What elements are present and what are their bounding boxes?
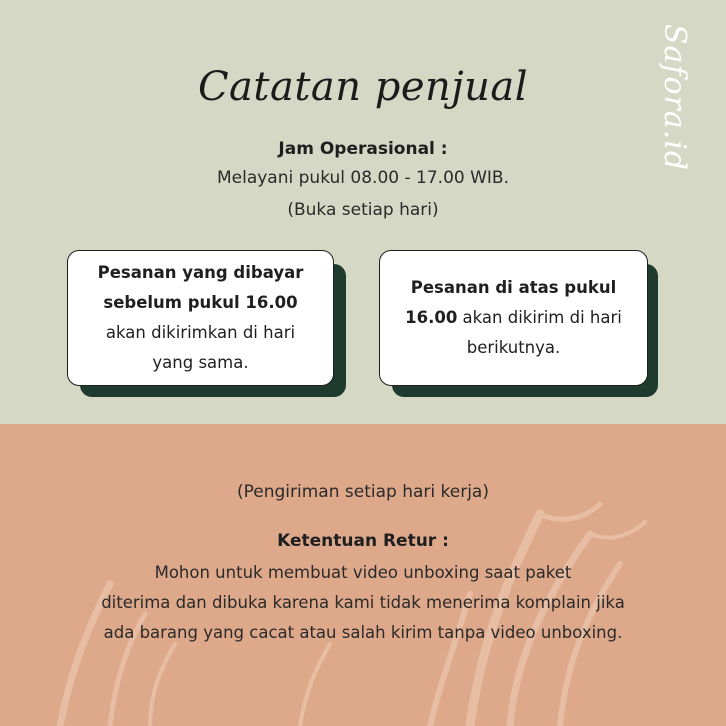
brand-name: Safora.id: [657, 23, 693, 171]
operating-days-note: (Buka setiap hari): [287, 200, 439, 220]
card-left-bold-line-1: Pesanan yang dibayar: [97, 263, 304, 282]
card-right-line-2-text: akan dikirim di hari: [457, 308, 622, 327]
card-right-bold-line-1: Pesanan di atas pukul: [410, 278, 617, 297]
return-policy-line-1: Mohon untuk membuat video unboxing saat paket: [154, 563, 572, 582]
operating-hours-heading: Jam Operasional :: [278, 139, 448, 159]
card-right-line-3: berikutnya.: [466, 338, 561, 357]
card-right-bold-time: 16.00: [405, 308, 458, 327]
card-right-line-2: [405, 303, 622, 333]
card-left-line-4: yang sama.: [152, 353, 249, 372]
shipping-days-note: (Pengiriman setiap hari kerja): [237, 482, 489, 502]
operating-hours-text: Melayani pukul 08.00 - 17.00 WIB.: [216, 168, 509, 188]
return-policy-heading: Ketentuan Retur :: [277, 531, 449, 551]
card-left-line-3: akan dikirimkan di hari: [105, 323, 296, 342]
card-left-bold-line-2: sebelum pukul 16.00: [103, 293, 298, 312]
next-day-shipping-card: [379, 250, 648, 386]
return-policy-text: [60, 558, 666, 648]
page-title: Catatan penjual: [197, 64, 529, 110]
return-policy-line-3: ada barang yang cacat atau salah kirim tanpa video unboxing.: [103, 623, 623, 642]
same-day-shipping-card: [67, 250, 334, 386]
return-policy-line-2: diterima dan dibuka karena kami tidak menerima komplain jika: [101, 593, 625, 612]
